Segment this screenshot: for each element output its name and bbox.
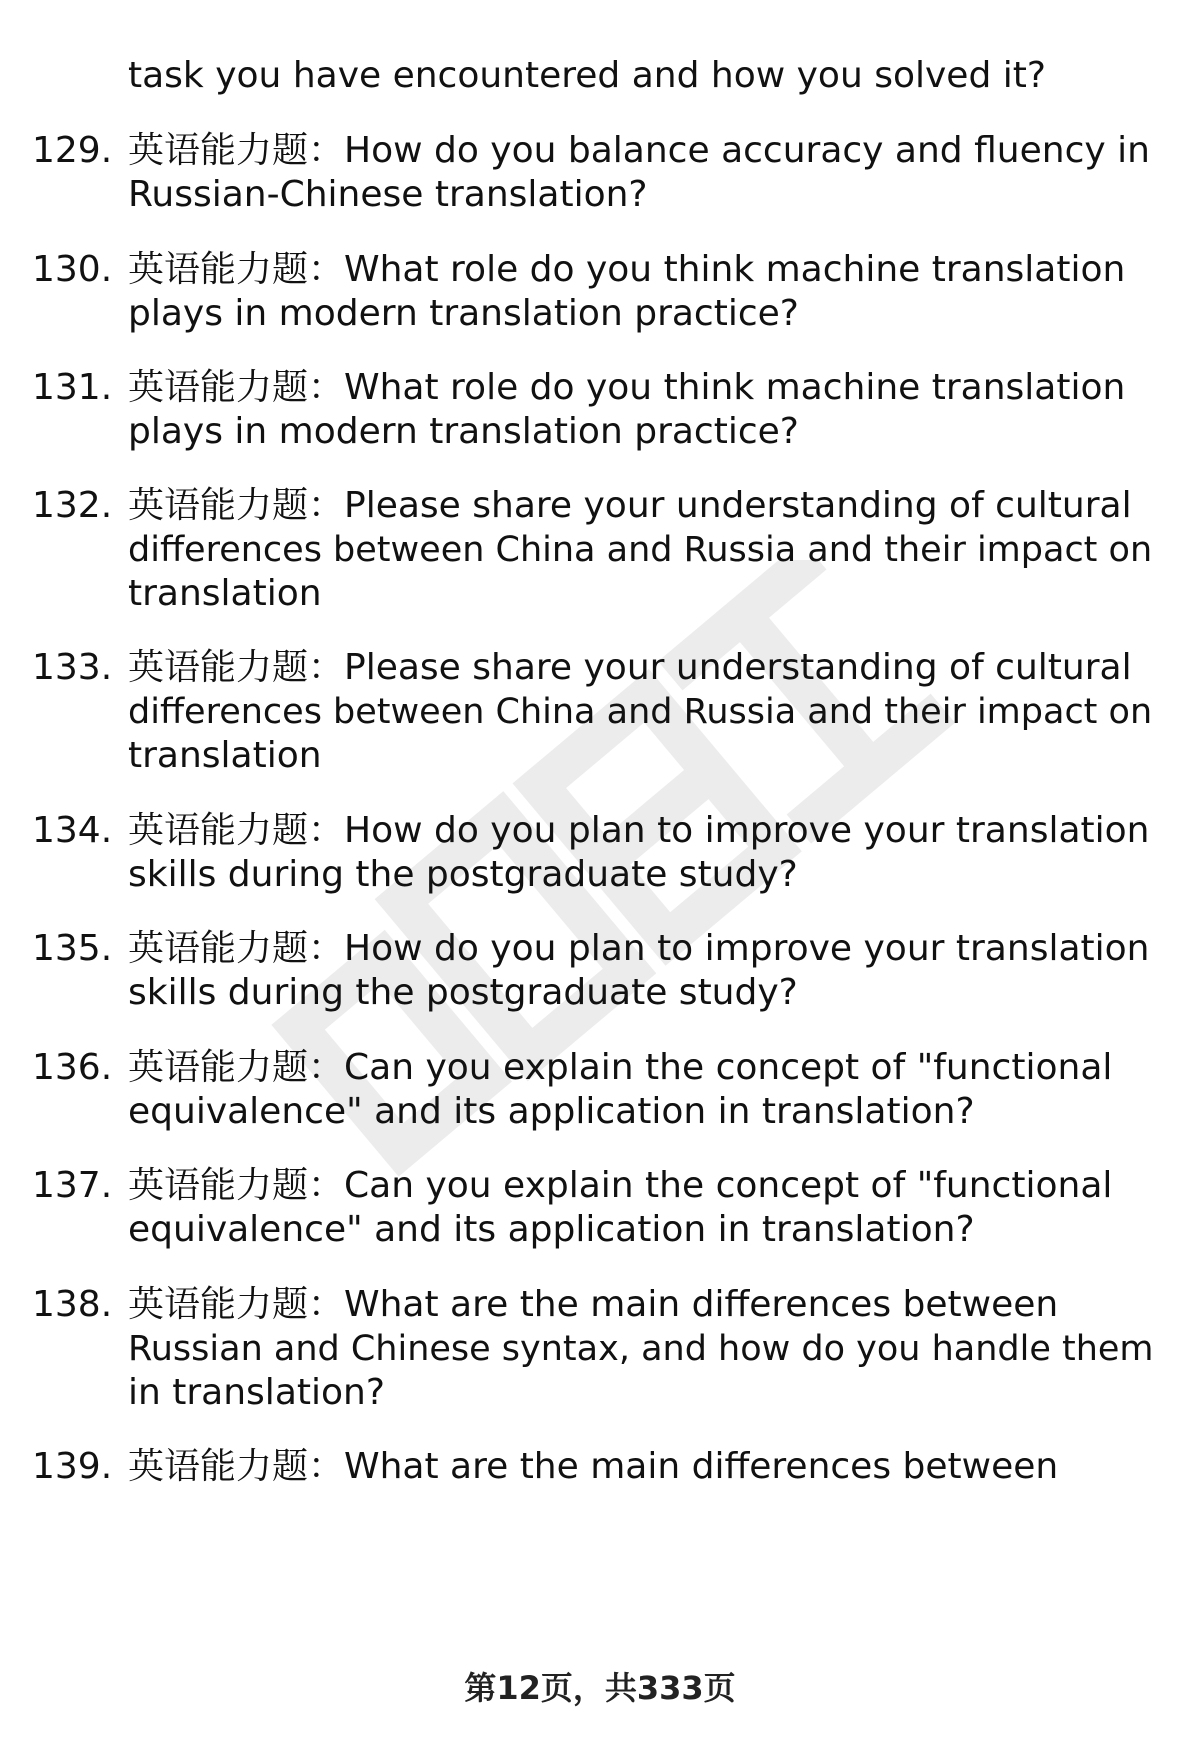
question-text-line: 英语能力题：What are the main differences between [128, 1284, 1059, 1325]
page-footer: 第12页，共333页 [464, 1669, 736, 1707]
question-text-line: differences between China and Russia and their impact on [128, 530, 1153, 570]
question-text-line: 英语能力题：What are the main differences between [128, 1446, 1059, 1487]
question-number: 139. [32, 1446, 113, 1487]
question-text-line: 英语能力题：How do you plan to improve your translation [128, 928, 1150, 969]
question-text-line: skills during the postgraduate study? [128, 972, 798, 1013]
question-text-line: 英语能力题：How do you plan to improve your translation [128, 810, 1150, 851]
question-text-line: 英语能力题：What role do you think machine translation [128, 367, 1126, 408]
question-text-line: skills during the postgraduate study? [128, 854, 798, 895]
question-text-line: 英语能力题：Can you explain the concept of "functional [128, 1165, 1113, 1206]
question-text-line: Russian and Chinese syntax, and how do you handle them [128, 1329, 1154, 1369]
question-text-line: Russian-Chinese translation? [128, 174, 648, 215]
question-number: 135. [32, 928, 113, 969]
question-text-line: plays in modern translation practice? [128, 293, 799, 334]
question-number: 133. [32, 647, 113, 688]
question-continuation: task you have encountered and how you solved it? [128, 55, 1046, 96]
question-text-line: 英语能力题：Please share your understanding of cultural [128, 647, 1132, 688]
question-text-line: 英语能力题：What role do you think machine translation [128, 249, 1126, 290]
question-text-line: differences between China and Russia and their impact on [128, 692, 1153, 732]
question-number: 134. [32, 810, 113, 851]
question-text-line: translation [128, 573, 322, 614]
question-number: 132. [32, 485, 113, 526]
question-number: 136. [32, 1047, 113, 1088]
question-text-line: 英语能力题：Can you explain the concept of "functional [128, 1047, 1113, 1088]
question-number: 131. [32, 367, 113, 408]
question-text-line: 英语能力题：Please share your understanding of cultural [128, 485, 1132, 526]
question-text-line: in translation? [128, 1372, 385, 1413]
question-text-line: equivalence" and its application in translation? [128, 1209, 975, 1250]
question-number: 137. [32, 1165, 113, 1206]
question-text-line: plays in modern translation practice? [128, 411, 799, 452]
question-number: 138. [32, 1284, 113, 1325]
question-text-line: equivalence" and its application in translation? [128, 1091, 975, 1132]
question-number: 130. [32, 249, 113, 290]
question-text-line: translation [128, 735, 322, 776]
question-text-line: 英语能力题：How do you balance accuracy and fluency in [128, 130, 1150, 171]
question-number: 129. [32, 130, 113, 171]
